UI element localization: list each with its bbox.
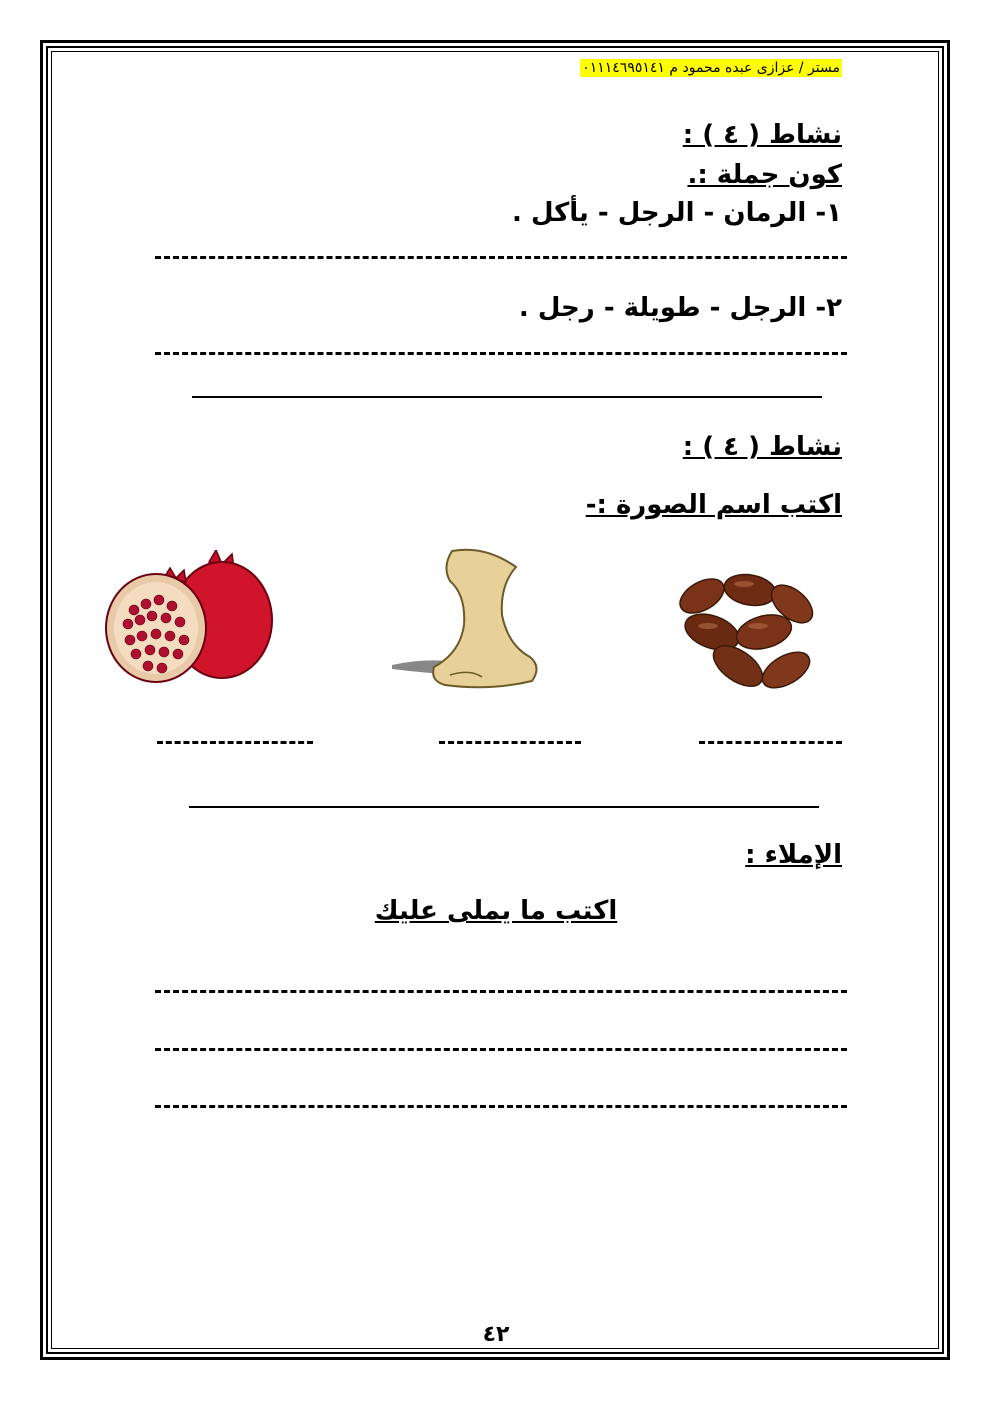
activity2-title: نشاط ( ٤ ) : [682, 432, 842, 462]
leg-icon [390, 545, 545, 695]
activity1-instruction: كون جملة :. [687, 160, 842, 190]
section-divider [189, 806, 819, 808]
answer-line-dates[interactable] [699, 741, 842, 744]
dates-icon [672, 566, 817, 694]
page-border-inner [51, 51, 939, 1349]
activity1-item2: ٢- الرجل - طويلة - رجل . [518, 293, 842, 323]
activity1-item1: ١- الرمان - الرجل - يأكل . [512, 198, 842, 228]
pomegranate-icon [104, 550, 274, 685]
answer-line[interactable] [155, 256, 847, 259]
answer-line-leg[interactable] [439, 741, 581, 744]
page-number: ٤٢ [482, 1322, 510, 1347]
answer-line-pomegranate[interactable] [157, 741, 313, 744]
answer-line[interactable] [155, 352, 847, 355]
answer-line[interactable] [155, 990, 847, 993]
answer-line[interactable] [155, 1048, 847, 1051]
dictation-title: الإملاء : [745, 840, 842, 870]
teacher-contact-note: مستر / عزازى عبده محمود م ٠١١١٤٦٩٥١٤١ [582, 60, 840, 76]
dictation-instruction: اكتب ما يملى عليك [374, 896, 618, 926]
section-divider [192, 396, 822, 398]
activity2-instruction: اكتب اسم الصورة :- [585, 490, 842, 520]
activity1-title: نشاط ( ٤ ) : [682, 120, 842, 150]
answer-line[interactable] [155, 1105, 847, 1108]
